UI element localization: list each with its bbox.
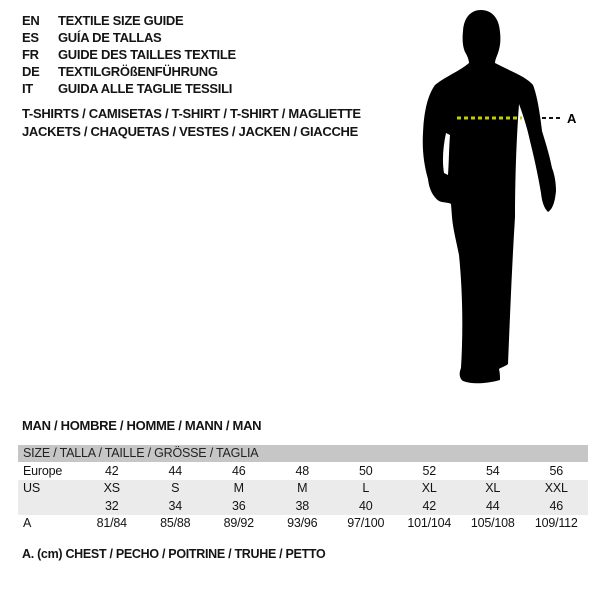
size-value-cell: 109/112: [534, 516, 578, 531]
size-table-body: [18, 462, 588, 532]
language-label: GUIDE DES TAILLES TEXTILE: [58, 47, 236, 62]
language-item: [22, 80, 236, 97]
language-label: TEXTILE SIZE GUIDE: [58, 13, 184, 28]
category-line-jackets: JACKETS / CHAQUETAS / VESTES / JACKEN / GIACCHE: [22, 124, 358, 139]
size-value-cell: XL: [485, 481, 501, 496]
language-item: [22, 46, 236, 63]
size-value-cell: 48: [295, 463, 309, 478]
size-value-cell: 101/104: [407, 516, 452, 531]
language-code: IT: [22, 81, 33, 96]
size-value-cell: M: [233, 481, 244, 496]
size-table: [18, 445, 588, 532]
size-value-cell: 54: [485, 463, 500, 478]
language-code: FR: [22, 47, 39, 62]
category-titles: [22, 105, 361, 141]
size-value-cell: 56: [549, 463, 563, 478]
size-value-cell: 42: [422, 498, 436, 513]
language-label: TEXTILGRÖßENFÜHRUNG: [58, 64, 218, 79]
size-value-cell: 42: [104, 463, 119, 478]
man-silhouette-svg: [415, 5, 580, 395]
size-value-cell: XS: [103, 481, 120, 496]
language-code: DE: [22, 64, 40, 79]
language-code: EN: [22, 13, 40, 28]
size-value-cell: L: [362, 481, 370, 496]
measure-label-a: A: [567, 111, 577, 126]
footnote-chest: A. (cm) CHEST / PECHO / POITRINE / TRUHE / PETTO: [22, 547, 326, 561]
language-label: GUÍA DE TALLAS: [58, 30, 162, 45]
size-value-cell: 93/96: [287, 516, 318, 531]
size-value-cell: XL: [421, 481, 437, 496]
size-value-cell: 46: [231, 463, 246, 478]
language-label: GUIDA ALLE TAGLIE TESSILI: [58, 81, 233, 96]
category-line-tshirts: T-SHIRTS / CAMISETAS / T-SHIRT / T-SHIRT / MAGLIETTE: [22, 106, 361, 121]
language-code: ES: [22, 30, 39, 45]
size-table-row: [18, 515, 588, 533]
size-value-cell: 36: [231, 498, 246, 513]
man-silhouette-figure: [415, 5, 580, 395]
row-label: Europe: [23, 463, 63, 478]
size-table-row: [18, 497, 588, 515]
size-value-cell: 44: [168, 463, 182, 478]
size-value-cell: M: [297, 481, 308, 496]
section-title-man: MAN / HOMBRE / HOMME / MANN / MAN: [22, 418, 262, 433]
language-item: [22, 63, 236, 80]
size-table-row: [18, 480, 588, 498]
row-label: US: [23, 481, 40, 496]
size-value-cell: 38: [295, 498, 309, 513]
size-value-cell: 89/92: [223, 516, 254, 531]
row-label: A: [23, 516, 32, 531]
size-value-cell: 46: [549, 498, 563, 513]
size-value-cell: 105/108: [470, 516, 515, 531]
size-value-cell: 52: [422, 463, 436, 478]
language-item: [22, 29, 236, 46]
size-value-cell: 50: [358, 463, 373, 478]
language-item: [22, 12, 236, 29]
size-table-header: SIZE / TALLA / TAILLE / GRÖSSE / TAGLIA: [18, 445, 588, 462]
size-value-cell: XXL: [544, 481, 568, 496]
size-value-cell: 34: [168, 498, 182, 513]
size-value-cell: 97/100: [347, 516, 385, 531]
size-value-cell: S: [171, 481, 180, 496]
language-list: [22, 12, 236, 97]
size-table-row: [18, 462, 588, 480]
size-value-cell: 44: [485, 498, 500, 513]
size-value-cell: 40: [358, 498, 373, 513]
man-silhouette-shape: [423, 10, 556, 383]
size-value-cell: 81/84: [96, 516, 127, 531]
size-value-cell: 85/88: [160, 516, 191, 531]
size-value-cell: 32: [104, 498, 119, 513]
